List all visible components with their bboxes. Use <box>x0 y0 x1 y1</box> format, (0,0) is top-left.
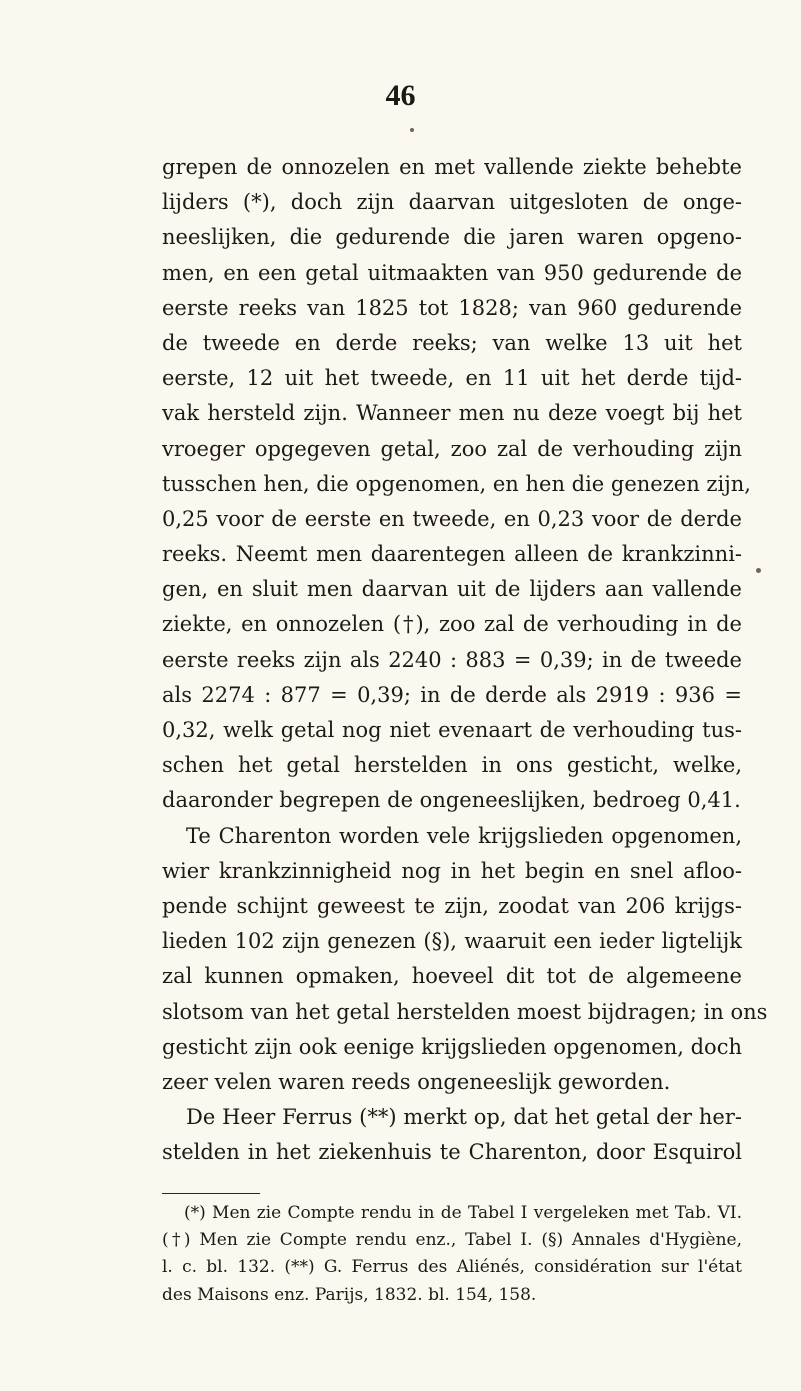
text-line: de tweede en derde reeks; van welke 13 uit het <box>162 330 742 355</box>
text-line: grepen de onnozelen en met vallende ziekte behebte <box>162 155 742 179</box>
text-line: als 2274 : 877 = 0,39; in de derde als 2919 : 936 = <box>162 682 742 707</box>
text-line: 0,25 voor de eerste en tweede, en 0,23 voor de derde <box>162 506 742 531</box>
text-line: lijders (*), doch zijn daarvan uitgesloten de onge- <box>162 190 742 215</box>
text-line: reeks. Neemt men daarentegen alleen de krankzinni- <box>162 542 742 567</box>
text-line: vroeger opgegeven getal, zoo zal de verhouding zijn <box>162 436 742 461</box>
text-line: daaronder begrepen de ongeneeslijken, bedroeg 0,41. <box>162 788 741 813</box>
text-line: gen, en sluit men daarvan uit de lijders aan vallende <box>162 577 742 602</box>
text-line: tusschen hen, die opgenomen, en hen die genezen zijn, <box>162 471 751 496</box>
text-line: neeslijken, die gedurende die jaren waren opgeno- <box>162 225 742 250</box>
text-line: gesticht zijn ook eenige krijgslieden opgenomen, doch <box>162 1034 742 1059</box>
text-line: stelden in het ziekenhuis te Charenton, door Esquirol <box>162 1140 742 1165</box>
text-line: ziekte, en onnozelen (†), zoo zal de verhouding in de <box>162 612 742 637</box>
text-line: vak hersteld zijn. Wanneer men nu deze voegt bij het <box>162 401 742 426</box>
footnotes <box>162 1200 742 1309</box>
text-line: De Heer Ferrus (**) merkt op, dat het getal der her- <box>186 1105 742 1130</box>
footnote-line: l. c. bl. 132. (**) G. Ferrus des Aliénés, considération sur l'état <box>162 1257 742 1278</box>
text-line: slotsom van het getal herstelden moest bijdragen; in ons <box>162 999 768 1024</box>
text-line: zeer velen waren reeds ongeneeslijk geworden. <box>162 1069 671 1094</box>
ink-speck <box>410 128 414 132</box>
text-line: pende schijnt geweest te zijn, zoodat van 206 krijgs- <box>162 893 742 918</box>
page-number: 46 <box>385 79 416 112</box>
body-text <box>162 150 768 1170</box>
text-line: eerste reeks van 1825 tot 1828; van 960 gedurende <box>162 295 742 320</box>
footnote-line: des Maisons enz. Parijs, 1832. bl. 154, 158. <box>162 1284 537 1305</box>
text-line: wier krankzinnigheid nog in het begin en snel afloo- <box>162 858 742 883</box>
ink-speck <box>756 568 761 573</box>
footnote-line: (*) Men zie Compte rendu in de Tabel I vergeleken met Tab. VI. <box>184 1203 742 1223</box>
text-line: eerste reeks zijn als 2240 : 883 = 0,39; in de tweede <box>162 647 742 672</box>
text-line: zal kunnen opmaken, hoeveel dit tot de algemeene <box>162 964 742 989</box>
text-line: schen het getal herstelden in ons gesticht, welke, <box>162 753 742 778</box>
footnote-divider <box>162 1193 260 1194</box>
text-line: Te Charenton worden vele krijgslieden opgenomen, <box>186 823 742 848</box>
footnote-line: (†) Men zie Compte rendu enz., Tabel I. (§) Annales d'Hygiène, <box>162 1230 742 1251</box>
text-line: 0,32, welk getal nog niet evenaart de verhouding tus- <box>162 718 742 742</box>
text-line: lieden 102 zijn genezen (§), waaruit een ieder ligtelijk <box>162 929 742 954</box>
text-line: eerste, 12 uit het tweede, en 11 uit het derde tijd- <box>162 366 742 391</box>
text-line: men, en een getal uitmaakten van 950 gedurende de <box>162 260 742 285</box>
